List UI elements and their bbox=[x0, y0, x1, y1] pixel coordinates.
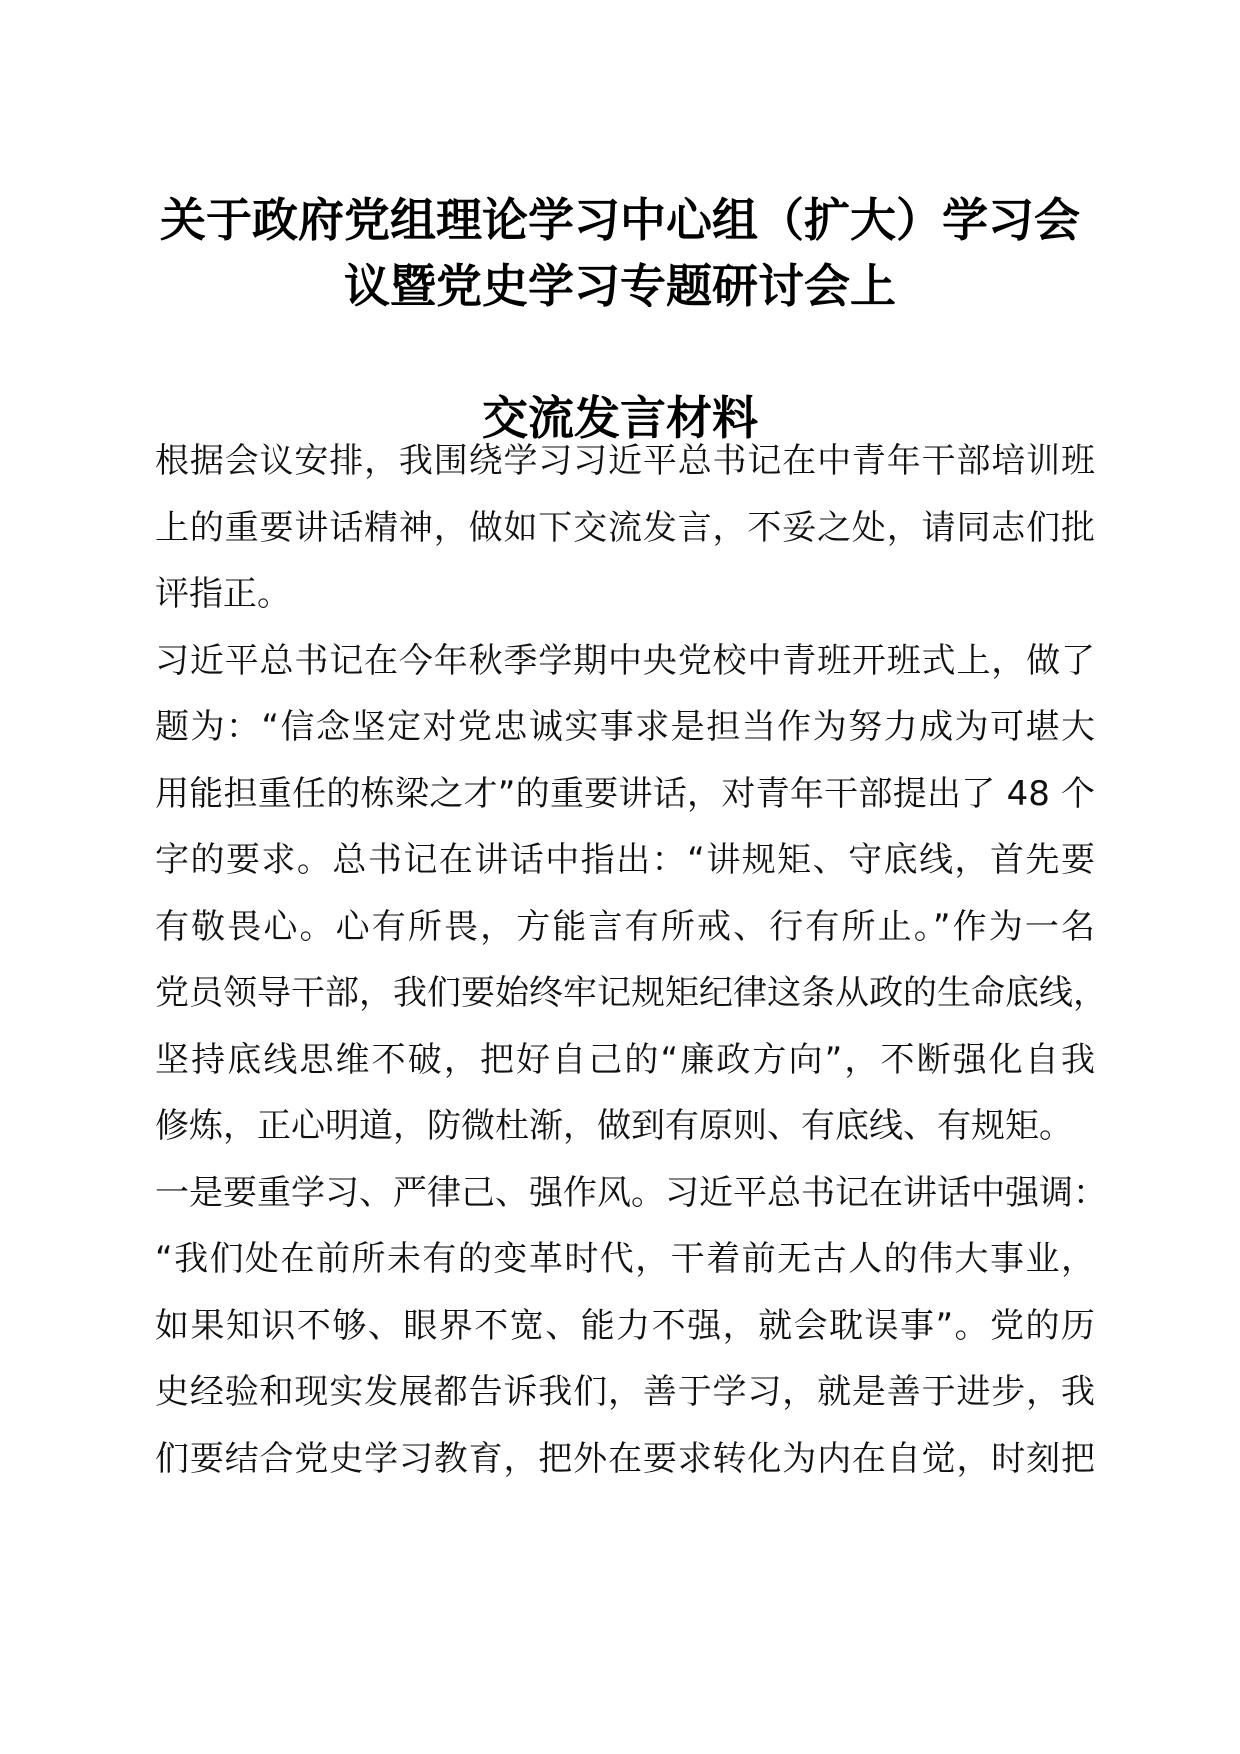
body-line: 们要结合党史学习教育，把外在要求转化为内在自觉，时刻把 bbox=[155, 1438, 1095, 1479]
document-body-text bbox=[155, 428, 1107, 1492]
body-line: 如果知识不够、眼界不宽、能力不强，就会耽误事”。党的历 bbox=[155, 1305, 1095, 1346]
body-line: 有敬畏心。心有所畏，方能言有所戒、行有所止。”作为一名 bbox=[155, 906, 1095, 947]
document-title-line-1: 关于政府党组理论学习中心组（扩大）学习会 bbox=[160, 193, 1080, 247]
body-line: 题为：“信念坚定对党忠诚实事求是担当作为努力成为可堪大 bbox=[155, 707, 1095, 747]
body-line: 用能担重任的栋梁之才”的重要讲话，对青年干部提出了 48 个 bbox=[155, 773, 1095, 814]
body-line: 坚持底线思维不破，把好自己的“廉政方向”，不断强化自我 bbox=[155, 1039, 1095, 1080]
document-title-line-2: 议暨党史学习专题研讨会上 bbox=[344, 259, 896, 313]
body-line: 上的重要讲话精神，做如下交流发言，不妥之处，请同志们批 bbox=[155, 507, 1095, 548]
body-line: 史经验和现实发展都告诉我们，善于学习，就是善于进步，我 bbox=[155, 1372, 1095, 1412]
body-line: 评指正。 bbox=[155, 574, 291, 614]
body-line: 习近平总书记在今年秋季学期中央党校中青班开班式上，做了 bbox=[155, 640, 1095, 681]
body-line: 根据会议安排，我围绕学习习近平总书记在中青年干部培训班 bbox=[155, 441, 1095, 481]
body-line: “我们处在前所未有的变革时代，干着前无古人的伟大事业， bbox=[155, 1239, 1095, 1279]
body-line: 党员领导干部，我们要始终牢记规矩纪律这条从政的生命底线， bbox=[155, 973, 1107, 1013]
body-line: 字的要求。总书记在讲话中指出：“讲规矩、守底线，首先要 bbox=[155, 840, 1095, 880]
body-line: 一是要重学习、严律己、强作风。习近平总书记在讲话中强调： bbox=[155, 1172, 1107, 1213]
document-subtitle: 交流发言材料 bbox=[482, 391, 758, 445]
body-line: 修炼，正心明道，防微杜渐，做到有原则、有底线、有规矩。 bbox=[155, 1106, 1073, 1146]
